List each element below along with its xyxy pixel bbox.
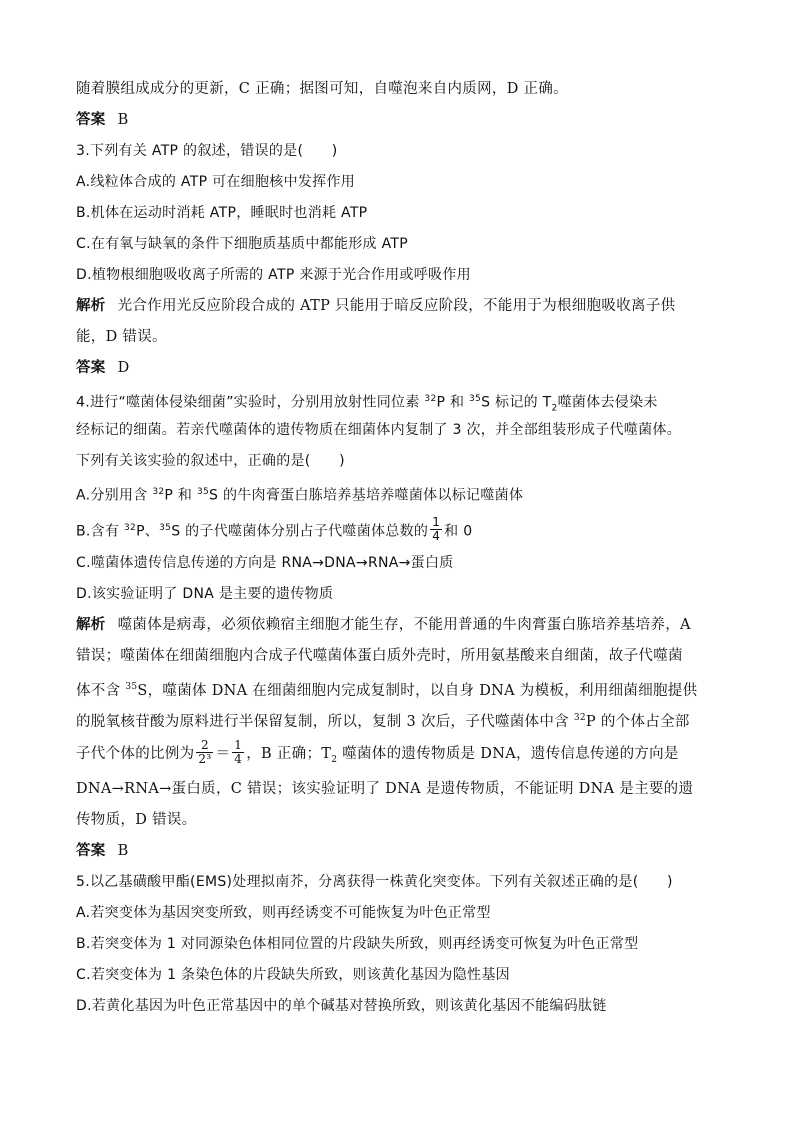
text-line: 能，D 错误。 — [76, 329, 167, 345]
option-3c: C.在有氧与缺氧的条件下细胞质基质中都能形成 ATP — [76, 236, 408, 252]
explanation-3: 解析 光合作用光反应阶段合成的 ATP 只能用于暗反应阶段，不能用于为根细胞吸收离子供 — [76, 298, 676, 314]
answer-line: 答案 B — [76, 843, 129, 859]
text-line: 的脱氧核苷酸为原料进行半保留复制，所以，复制 3 次后，子代噬菌体中含 $^{32}$P 的个体占全部 — [76, 713, 690, 730]
explanation-label: 解析 — [76, 298, 106, 314]
option-5a: A.若突变体为基因突变所致，则再经诱变不可能恢复为叶色正常型 — [76, 905, 491, 921]
option-3d: D.植物根细胞吸收离子所需的 ATP 来源于光合作用或呼吸作用 — [76, 267, 471, 283]
option-4b: B.含有 $^{32}$P、$^{35}$S 的子代噬菌体分别占子代噬菌体总数的 $\frac{1}{4}$ 和 0 — [76, 515, 473, 544]
text-line: 体不含 $^{35}$S，噬菌体 DNA 在细菌细胞内完成复制时，以自身 DNA 为模板，利用细菌细胞提供 — [76, 682, 698, 699]
option-3a: A.线粒体合成的 ATP 可在细胞核中发挥作用 — [76, 174, 356, 190]
option-5c: C.若突变体为 1 条染色体的片段缺失所致，则该黄化基因为隐性基因 — [76, 967, 510, 983]
question-4: 4.进行“噬菌体侵染细菌”实验时，分别用放射性同位素 $^{32}$P 和 $^{35}$S 标记的 $T_2$噬菌体去侵染未 — [76, 394, 658, 414]
option-4a: A.分别用含 $^{32}$P 和 $^{35}$S 的牛肉膏蛋白胨培养基培养噬菌体以标记噬菌体 — [76, 487, 524, 504]
option-5b: B.若突变体为 1 对同源染色体相同位置的片段缺失所致，则再经诱变可恢复为叶色正常型 — [76, 936, 639, 952]
option-4c: C.噬菌体遗传信息传递的方向是 RNA→DNA→RNA→蛋白质 — [76, 555, 454, 571]
answer-label: 答案 — [76, 112, 106, 128]
fraction: $\frac{1}{4}$ — [234, 737, 243, 766]
text-line: 随着膜组成成分的更新，C 正确；据图可知，自噬泡来自内质网，D 正确。 — [76, 81, 568, 97]
fraction: $\frac{2}{\text{2³}}$ — [198, 737, 212, 766]
text-line: 子代个体的比例为 $\frac{2}{\text{2³}}$ ＝ $\frac{1}{4}$ ，B 正确；$T_2$ 噬菌体的遗传物质是 DNA，遗传信息传递的方向是 — [76, 737, 679, 766]
answer-line: 答案 B — [76, 112, 129, 128]
question-3: 3.下列有关 ATP 的叙述，错误的是( ) — [76, 143, 338, 159]
text-line: 错误；噬菌体在细菌细胞内合成子代噬菌体蛋白质外壳时，所用氨基酸来自细菌，故子代噬菌 — [76, 648, 683, 664]
option-3b: B.机体在运动时消耗 ATP，睡眠时也消耗 ATP — [76, 205, 368, 221]
question-5: 5.以乙基磺酸甲酯(EMS)处理拟南芥，分离获得一株黄化突变体。下列有关叙述正确的是( ) — [76, 874, 673, 890]
option-4d: D.该实验证明了 DNA 是主要的遗传物质 — [76, 586, 334, 602]
text-line: DNA→RNA→蛋白质，C 错误；该实验证明了 DNA 是遗传物质，不能证明 DNA 是主要的遗 — [76, 781, 694, 797]
fraction: $\frac{1}{4}$ — [432, 515, 441, 544]
text-line: 下列有关该实验的叙述中，正确的是( ) — [76, 453, 345, 469]
option-5d: D.若黄化基因为叶色正常基因中的单个碱基对替换所致，则该黄化基因不能编码肽链 — [76, 998, 607, 1014]
document-page — [76, 74, 726, 1022]
answer-line: 答案 D — [76, 360, 130, 376]
text-line: 经标记的细菌。若亲代噬菌体的遗传物质在细菌体内复制了 3 次，并全部组装形成子代噬菌体。 — [76, 422, 682, 438]
explanation-4: 解析 噬菌体是病毒，必须依赖宿主细胞才能生存，不能用普通的牛肉膏蛋白胨培养基培养，A — [76, 617, 691, 633]
text-line: 传物质，D 错误。 — [76, 812, 197, 828]
